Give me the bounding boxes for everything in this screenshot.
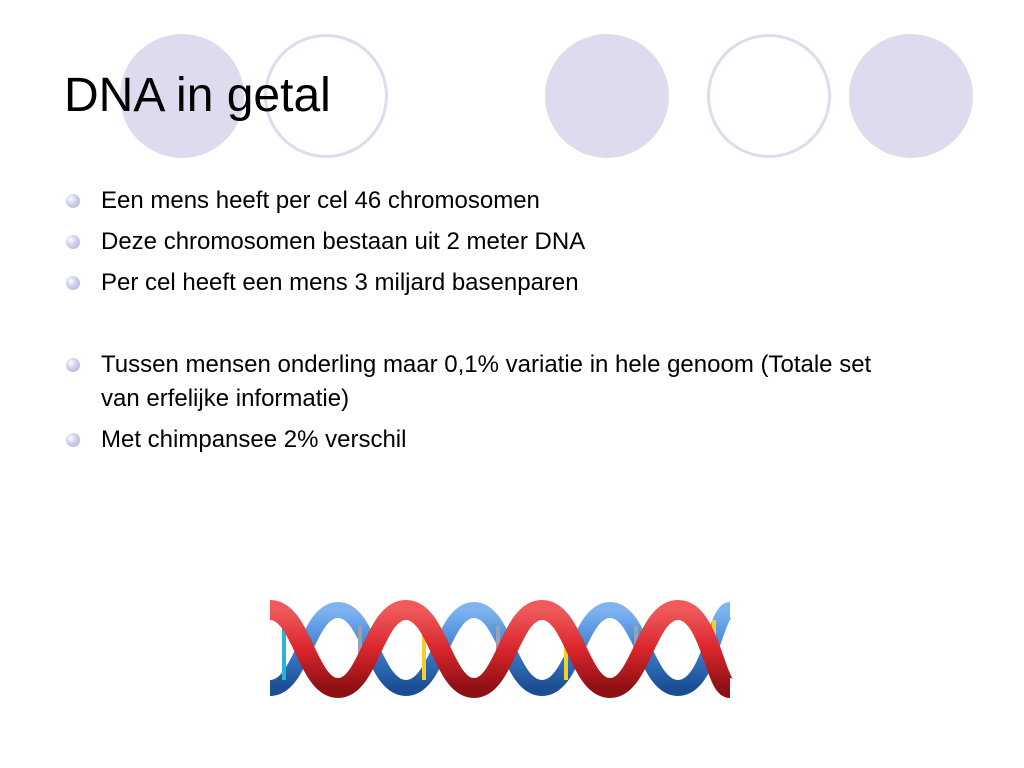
bullet-item (64, 225, 964, 259)
bullet-icon (66, 358, 80, 372)
bullet-text: Tussen mensen onderling maar 0,1% variatie in hele genoom (Totale set van erfelijke informatie) (101, 351, 872, 412)
bullet-item (64, 348, 901, 416)
decor-circle-4 (707, 34, 831, 158)
decor-circle-5 (849, 34, 973, 158)
bullet-list (64, 184, 964, 457)
decor-circle-3 (545, 34, 669, 158)
bullet-icon (66, 276, 80, 290)
slide-title: DNA in getal (64, 69, 331, 122)
dna-helix-icon (262, 596, 738, 704)
bullet-text: Met chimpansee 2% verschil (101, 426, 407, 453)
bullet-item (64, 423, 964, 457)
bullet-text: Deze chromosomen bestaan uit 2 meter DNA (101, 228, 586, 255)
bullet-text: Een mens heeft per cel 46 chromosomen (101, 187, 540, 214)
bullet-icon (66, 235, 80, 249)
bullet-icon (66, 194, 80, 208)
bullet-icon (66, 433, 80, 447)
bullet-item (64, 184, 964, 218)
bullet-text: Per cel heeft een mens 3 miljard basenparen (101, 269, 579, 296)
bullet-item (64, 266, 964, 300)
